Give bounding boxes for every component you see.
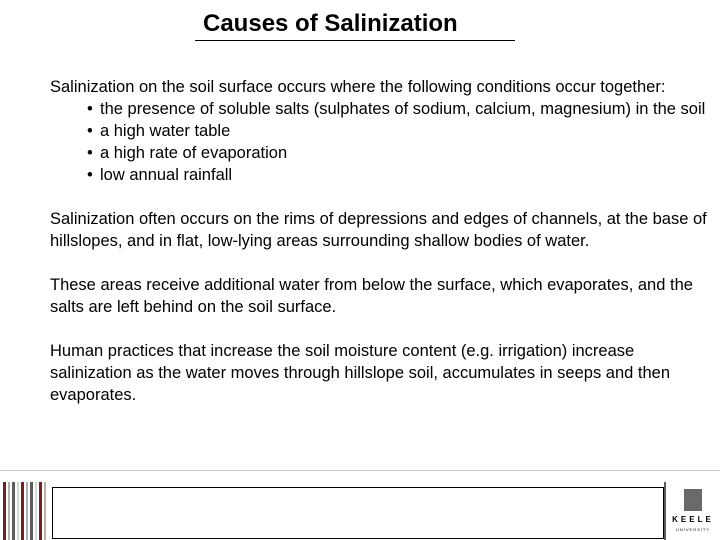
logo-subtitle: UNIVERSITY	[675, 527, 710, 532]
body-paragraph: These areas receive additional water from below the surface, which evaporates, and the salts are left behind on the soil surface.	[50, 276, 693, 316]
list-item	[50, 98, 715, 120]
list-item	[50, 164, 715, 186]
stripe	[35, 482, 37, 540]
bullet-icon: •	[87, 166, 93, 184]
footer-divider	[0, 470, 720, 471]
list-item	[50, 142, 715, 164]
stripe	[39, 482, 42, 540]
list-item-text: a high water table	[100, 122, 231, 140]
list-item-text: a high rate of evaporation	[100, 144, 288, 162]
slide-title: Causes of Salinization	[203, 10, 458, 37]
bullet-icon: •	[87, 144, 93, 162]
body-paragraph: Human practices that increase the soil moisture content (e.g. irrigation) increase salinization as the water moves through hillslope soil, accumulates in seeps and then evaporates.	[50, 342, 671, 404]
list-item-text: low annual rainfall	[100, 166, 233, 184]
stripe	[21, 482, 24, 540]
bullet-icon: •	[87, 100, 93, 118]
bullet-icon: •	[87, 122, 93, 140]
university-crest-icon	[684, 489, 702, 511]
stripe	[3, 482, 6, 540]
slide-body	[50, 76, 715, 406]
intro-paragraph: Salinization on the soil surface occurs where the following conditions occur together:	[50, 78, 666, 96]
slide-header	[0, 0, 720, 48]
stripe	[44, 482, 46, 540]
list-item	[50, 120, 715, 142]
list-item-text: the presence of soluble salts (sulphates of sodium, calcium, magnesium) in the soil	[100, 100, 706, 118]
stripe	[17, 482, 19, 540]
body-paragraph: Salinization often occurs on the rims of depressions and edges of channels, at the base of hillslopes, and in flat, low-lying areas surrounding shallow bodies of water.	[50, 210, 707, 250]
title-underline	[195, 40, 515, 41]
stripe	[30, 482, 33, 540]
stripe	[12, 482, 15, 540]
stripe	[664, 482, 666, 540]
university-logo	[668, 487, 718, 539]
stripe	[26, 482, 28, 540]
logo-name: KEELE	[672, 515, 714, 524]
stripe	[8, 482, 10, 540]
conditions-list	[50, 98, 715, 186]
footer-panel	[52, 487, 664, 539]
